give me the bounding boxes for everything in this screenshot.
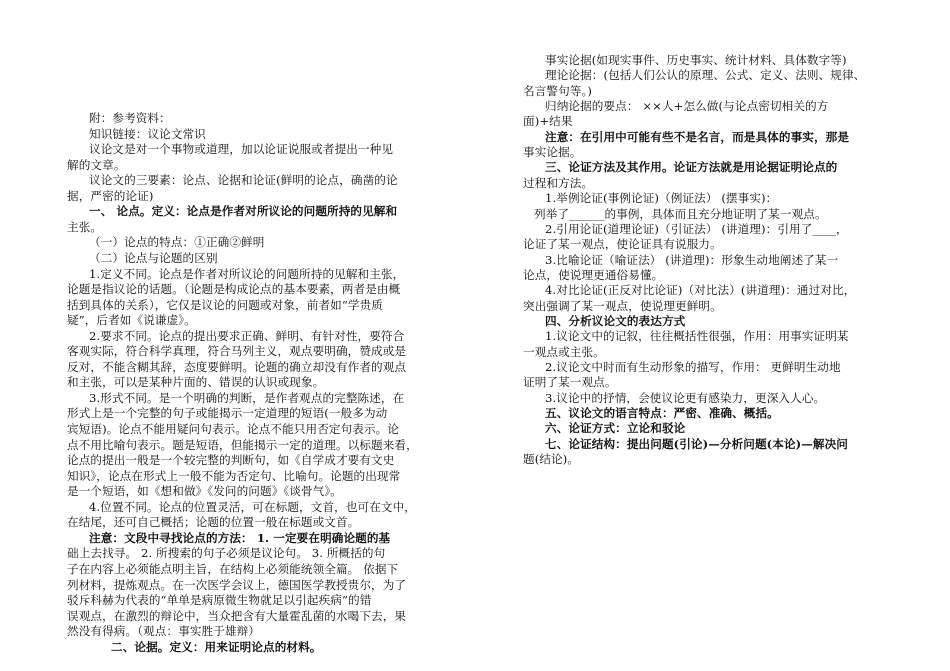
text-line: 题(结论)。	[523, 452, 580, 467]
text-line: 2.引用论证(道理论证)（引证法） (讲道理)：引用了____，	[545, 221, 848, 236]
text-line: 4.对比论证(正反对比论证)（对比法）(讲道理)：通过对比，	[545, 283, 856, 298]
text-line: 子在内容上必须能点明主旨，在结构上必须能统领全篇。 依据下	[67, 561, 399, 576]
text-line: 过程和方法。	[523, 175, 594, 190]
text-line: 形式上是一个完整的句子或能揭示一定道理的短语(一般多为动	[67, 406, 388, 421]
text-line: 七、论证结构：提出问题(引论)—分析问题(本论)—解决问	[545, 436, 848, 451]
text-line: 六、论证方式：立论和驳论	[545, 421, 686, 436]
text-line: 附：参考资料：	[89, 111, 171, 125]
text-line: 突出强调了某一观点，使说理更鲜明。	[523, 298, 722, 313]
text-line: 础上去找寻。 2. 所搜索的句子必须是议论句。 3. 所概括的句	[67, 546, 386, 561]
text-line: 3.形式不同。是一个明确的判断，是作者观点的完整陈述，在	[89, 390, 405, 405]
text-line: 列举了______的事例，具体而且充分地证明了某一观点。	[534, 206, 827, 221]
text-line: 2.议论文中时而有生动形象的描写，作用： 更鲜明生动地	[545, 360, 841, 374]
text-line: 客观实际，符合科学真理，符合马列主义，观点要明确，赞成或是	[67, 344, 407, 359]
text-line: 一、 论点。定义：论点是作者对所议论的问题所持的见解和	[89, 204, 398, 219]
text-line: 知识链接：议论文常识	[89, 126, 206, 141]
text-line: 1.议论文中的记叙，往往概括性很强，作用：用事实证明某	[545, 329, 849, 344]
text-line: 括到具体的关系），它仅是议论的问题或对象，前者如“学贵质	[67, 297, 383, 312]
text-line: 论题是指议论的话题。（论题是构成论点的基本要素，两者是由概	[67, 282, 401, 297]
text-line: 注意：在引用中可能有些不是名言，而是具体的事实，那是	[545, 129, 850, 144]
text-line: 注意：文段中寻找论点的方法： 1. 一定要在明确论题的基	[89, 530, 391, 545]
text-line: 论点，使说理更通俗易懂。	[523, 267, 664, 282]
text-line: （二）论点与论题的区别	[89, 250, 218, 265]
text-line: 驳斥科赫为代表的“单单是病原微生物就足以引起疾病”的错	[67, 593, 372, 608]
text-line: 列材料，提炼观点。在一次医学会议上，德国医学教授贵尔，为了	[67, 577, 407, 592]
text-line: 1.定义不同。论点是作者对所议论的问题所持的见解和主张，	[89, 266, 405, 281]
text-line: 3.比喻论证（喻证法） (讲道理)：形象生动地阐述了某一	[545, 252, 839, 267]
text-line: 3.议论中的抒情，会使议论更有感染力，更深入人心。	[545, 390, 826, 405]
text-line: 误观点，在激烈的辩论中，当众把含有大量霍乱菌的水喝下去，果	[67, 608, 407, 623]
text-line: 点不用比喻句表示。题是短语，但能揭示一定的道理。以标题来看，	[67, 437, 418, 452]
text-line: 1.举例论证(事例论证)（例证法） (摆事实)：	[545, 191, 778, 206]
text-line: 是一个短语，如《想和做》《发问的问题》《谈骨气》。	[67, 484, 342, 499]
text-line: 然没有得病。（观点：事实胜于雄辩）	[67, 624, 260, 639]
text-line: 反对，不能含糊其辞，态度要鲜明。论题的确立却没有作者的观点	[67, 359, 407, 374]
text-line: （一）论点的特点：①正确②鲜明	[89, 235, 265, 250]
text-line: 知识》，论点在形式上一般不能为否定句、比喻句。论题的出现常	[67, 468, 401, 483]
text-line: 议论文是对一个事物或道理，加以论证说服或者提出一种见	[89, 142, 394, 157]
text-line: 二、论据。定义：用来证明论点的材料。	[111, 639, 322, 654]
text-line: 4.位置不同。论点的位置灵活，可在标题，文首，也可在文中，	[89, 499, 416, 514]
text-line: 在结尾，还可自己概括；论题的位置一般在标题或文首。	[67, 515, 360, 530]
text-line: 主张。	[67, 219, 103, 234]
text-line: 疑”，后者如《说谦虚》。	[67, 313, 196, 328]
text-line: 名言警句等。)	[523, 83, 592, 98]
text-line: 事实论据。	[523, 145, 582, 160]
text-line: 面)+结果	[523, 114, 573, 129]
text-line: 议论文的三要素：论点、论据和论证(鲜明的论点，确凿的论	[89, 173, 398, 188]
text-line: 宾短语)。论点不能用疑问句表示。论点不能只用否定句表示。论	[67, 422, 400, 436]
text-line: 四、分析议论文的表达方式	[545, 313, 686, 328]
text-line: 理论论据：(包括人们公认的原理、公式、定义、法则、规律、	[545, 68, 866, 83]
text-line: 证明了某一观点。	[523, 375, 617, 390]
text-line: 2.要求不同。论点的提出要求正确、鲜明、有针对性，要符合	[89, 328, 405, 343]
text-line: 三、论证方法及其作用。论证方法就是用论据证明论点的	[545, 160, 838, 175]
text-line: 论点的提出一般是一个较完整的判断句，如《自学成才要有文史	[67, 453, 395, 468]
text-line: 据，严密的论证)	[67, 188, 154, 203]
text-line: 一观点或主张。	[523, 344, 605, 359]
text-line: 事实论据(如现实事件、历史事实、统计材料、具体数字等)	[545, 53, 847, 67]
text-line: 和主张，可以是某种片面的、错误的认识或现象。	[67, 375, 325, 390]
text-line: 五、议论文的语言特点：严密、准确、概括。	[545, 406, 779, 421]
text-line: 解的文章。	[67, 157, 126, 172]
text-line: 论证了某一观点，使论证具有说服力。	[523, 237, 722, 252]
text-line: 归纳论据的要点： ××人+怎么做(与论点密切相关的方	[545, 99, 829, 114]
